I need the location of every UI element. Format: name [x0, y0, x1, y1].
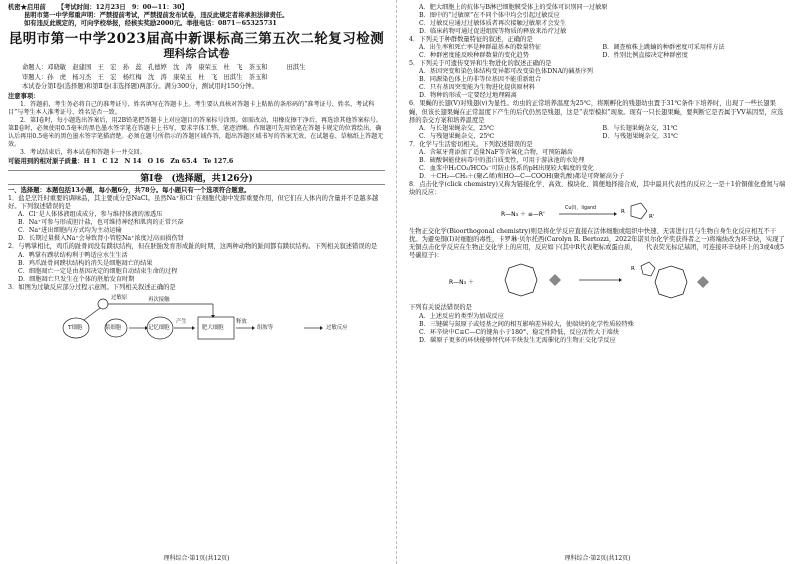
q3-option-d: D．临床药物可通过促进组胺等物质的释放来治疗过敏 [419, 28, 567, 35]
svg-text:R: R [631, 266, 635, 273]
q3-option-b: B．图中的“过敏原”在不同个体中均会引起过敏反应 [419, 12, 560, 19]
q4-stem: 4．下列关于种群数量特征的叙述，正确的是 [409, 36, 533, 43]
exam-title: 昆明市第一中学2023届高中新课标高三第五次二轮复习检测 [8, 31, 385, 47]
section-1-title: 第Ⅰ卷 (选择题，共126分) [8, 170, 385, 185]
allergy-diagram [8, 295, 385, 345]
q8-option-b: B．三键碳与氮原子或烃基之间的相互影响差异较大，使端炔的化学性质较特殊 [419, 320, 634, 328]
footer-right: 理科综合·第2页(共12页) [564, 555, 631, 562]
bioorthogonal-reaction-svg [409, 260, 786, 304]
notice-1: 1．答题前，考生务必将自己的准考证号、姓名填写在答题卡上。考生要认真核对答题卡上粘贴的条形码的“准考证号、姓名、考试科目”与考生本人准考证号、姓名是否一致。 [8, 101, 375, 117]
click-reaction-scheme [409, 198, 786, 228]
svg-text:R: R [621, 208, 625, 215]
q8-question: 下列有关说法错误的是 [409, 304, 472, 312]
notice-3: 3．考试结束后，将本试卷和答题卡一并交回。 [20, 148, 146, 156]
page-divider [396, 0, 397, 564]
q2-option-b: B．鸡爪趾骨间蹼状结构的消失是细胞凋亡的结果 [18, 259, 153, 267]
allergen-label: 过敏原 [111, 294, 128, 301]
svg-text:R—N₃ ＋: R—N₃ ＋ [449, 279, 474, 287]
q7-option-a: A．含氟牙膏添加了适量NaF等含氟化合物，可预防龋齿 [419, 149, 573, 157]
q6-option-a: A．与长翅果蝇杂交，25℃ [419, 125, 494, 133]
svg-text:R': R' [649, 213, 655, 220]
notice-2: 2．第Ⅰ卷时，每小题选出答案后，用2B铅笔把答题卡上对应题目的答案标号涂黑。如需改动，用橡皮擦干净后，再选涂其他答案标号。第Ⅱ卷时，必须使用0.5毫米的黑色墨水签字笔在答题卡上书写，要求字体工整、笔迹清晰。作图题可先用铅笔在答题卡规定的位置绘出，确认后再用0.5毫米的黑色墨水签字笔描清楚。必须在题号所指示的答题区域作答，超出答题区域书写的答案无效，在试题卷、草稿纸上答题无效。 [8, 117, 384, 148]
q3-option-c: C．过敏反应通过过敏体质者再次接触过敏原才会发生 [419, 20, 567, 27]
q4-option-c: C．种群密度能反映种群数量的变化趋势 [419, 52, 529, 60]
q8-option-a: A．上述反应的类型为加成反应 [419, 312, 504, 320]
q8-stem: 8．点击化学(click chemistry)又称为链接化学、高效、模块化、简便地择接合成，其中最具代表性的反应之一是＋1价铜催化叠氮与端炔的反应： [409, 181, 786, 197]
memory-cell-label: 记忆细胞 [148, 324, 170, 331]
histamine-label: 组胺等 [257, 324, 274, 331]
q6-options-row-1 [409, 125, 786, 133]
q3-stem: 3．如图为过敏反应部分过程示意图。下列相关叙述正确的是 [8, 283, 176, 291]
catalyst-label: Cu(I)，ligand [565, 205, 597, 211]
q5-option-d: D．物种的形成一定要经过地理隔离 [419, 92, 517, 100]
q1-option-c: C．Na⁺进出细胞内方式均为主动运输 [18, 227, 122, 235]
q7-option-d: D．＋CH₂—CH₂＋(聚乙烯)和HO—C—COOH(聚乳酸)都是可降解高分子 [419, 173, 625, 181]
q7-option-c: C．血浆中H₂CO₃/HCO₃⁻可防止体系的pH出现较大幅度的变化 [419, 165, 594, 173]
q2-stem: 2．与鸭掌相比，鸡爪的趾骨间没有蹼状结构，但在胚胎发育形成趾的时期，这两种动物的趾间都有蹼状结构。下列相关叙述错误的是 [8, 243, 378, 251]
q6-stem: 6．果蝇的长翅(V)对残翅(v)为显性。幼虫的正常培养温度为25℃，将刚孵化的残翅幼虫置于31℃条件下培养时，出现了一些长翅果蝇，但该长翅果蝇在正常温度下产生的后代仍然是残翅，这是“表型模拟”现象。现有一只长翅果蝇，要判断它是否属于VV基因型，应选择的杂交方案和培养温度是 [409, 100, 784, 124]
exam-time: 【考试时间：12月23日 9：00—11：30】 [57, 4, 188, 11]
second-contact-label: 再次接触 [148, 296, 170, 303]
q4-options-row-1 [409, 44, 786, 52]
header-notice-1: 昆明市第一中学郑重声明：严禁提前考试，严禁提前发布试卷，违反此规定者将承担法律责任。 [24, 12, 289, 19]
b-cell-label: 浆细胞 [105, 324, 122, 331]
q1-option-a: A．Cl⁻是人体体液组成成分，参与维持体液的渗透压 [18, 211, 163, 219]
q8-body: 生物正交化学(Bioorthogonal chemistry)则是将化学反应直接在活体细胞或组织中快速、无害进行且与生物自身生化反应相互不干扰。为避免铜(Ⅰ)对细胞的毒性，卡罗琳·贝尔托西(Carolyn R. Bertozzi，2022年诺贝尔化学奖获得者之一)将端炔改为环辛炔，实现了无铜点击化学反应在生物正交化学上的应用，反应如下(其中R代表靶标或蛋白质， 代表荧光标记基团，可连接环辛炔环上的3或4或5号碳原子)： [409, 227, 785, 260]
intro: 本试卷分第Ⅰ卷(选择题)和第Ⅱ卷(非选择题)两部分。满分300分，测试用时150分钟。 [22, 82, 258, 90]
left-page [0, 0, 393, 564]
q5-option-a: A．基因突变和染色体结构变异都可改变染色体DNA的碱基序列 [419, 68, 593, 76]
header-notice-2: 如有违反此规定的，可向学校举报，经核实奖励2000元。举报电话：0871－65325731 [24, 20, 277, 27]
q6-option-c: C．与残翅果蝇杂交，25℃ [419, 133, 495, 141]
q5-option-c: C．只有基因突变能为生物进化提供原材料 [419, 84, 536, 92]
q1-option-b: B．Na⁺可参与形成胆汁盐，也可维持神经和肌肉的正常兴奋 [18, 219, 184, 227]
q2-option-c: C．细胞凋亡一定是由基因决定的细胞自动结束生命的过程 [18, 267, 178, 275]
q5-option-b: B．同源染色体上的非等位基因不能重新组合 [419, 76, 542, 84]
q1-option-d: D．长期过量摄入Na⁺会导致肾小管腔Na⁺浓度过高而损伤肾 [18, 235, 184, 243]
section-1-instructions: 一、选择题：本题包括13小题，每小题6分，共78分。每小题只有一个选项符合题意。 [8, 186, 251, 194]
q4-option-b: B．调查植株上跳蝻的种群密度可采用样方法 [602, 44, 725, 52]
fluorescent-tag-icon [549, 274, 561, 286]
q6-option-d: D．与残翅果蝇杂交，31℃ [602, 133, 678, 141]
q4-options-row-2 [409, 52, 786, 60]
exam-subtitle: 理科综合试卷 [163, 47, 230, 60]
click-reaction-svg [409, 198, 786, 228]
produce-label: 产生 [176, 318, 187, 325]
right-page [401, 0, 794, 564]
mast-cell-label: 肥大细胞 [202, 324, 224, 331]
atomic-masses: 可能用到的相对原子质量：H 1 C 12 N 14 O 16 Zn 65.4 Te 127.6 [8, 157, 234, 165]
footer-left: 理科综合·第1页(共12页) [163, 555, 230, 562]
proposers: 命题人：邓晓敏 赵建国 王 宏 孙 蕊 孔德婷 沈 涛 康荣玉 杜 飞 茶玉和 田淇生 [22, 64, 306, 71]
symptom-label: 过敏反应 [326, 324, 348, 331]
header-row [8, 4, 385, 12]
q4-option-d: D．性别比例直接决定种群密度 [602, 52, 688, 60]
q2-option-a: A．鸭掌有蹼状结构利于鸭适应水生生活 [18, 251, 128, 259]
q6-option-b: B．与长翅果蝇杂交，31℃ [602, 125, 678, 133]
notice-title: 注意事项： [8, 93, 40, 101]
bioorthogonal-reaction-scheme [409, 260, 786, 304]
reviewers: 审题人：孙 虎 杨习杰 王 宏 杨红梅 沈 涛 康荣玉 杜 飞 田淇生 茶玉和 [22, 74, 268, 82]
release-label: 释放 [236, 318, 247, 325]
q6-options-row-2 [409, 133, 786, 141]
q2-option-d: D．细胞凋亡只发生在个体的胚胎发育时期 [18, 275, 135, 283]
allergy-diagram-lines [8, 295, 385, 345]
q8-option-c: C．环辛炔中C≡C—C的键角小于180°，稳定性降低，反应活性大于端炔 [419, 328, 619, 336]
secret-label: 机密★启用前 [8, 4, 46, 11]
q5-stem: 5．下列关于可遗传变异和生物进化的叙述正确的是 [409, 60, 552, 68]
q4-option-a: A．出生率和死亡率是种群最基本的数量特征 [419, 44, 542, 52]
t-cell-label: T细胞 [68, 324, 83, 331]
svg-text:R—N₃ ＋ ≡—R': R—N₃ ＋ ≡—R' [501, 210, 545, 218]
q8-option-d: D．碳原子更多的环炔能够替代环辛炔发生无需催化的生物正交化学反应 [419, 336, 616, 344]
q3-option-a: A．肥大细胞上的抗体与B淋巴细胞膜受体上的受体可识别同一过敏原 [419, 4, 608, 11]
q7-stem: 7．化学与生活密切相关。下列叙述错误的是 [409, 141, 533, 149]
q7-option-b: B．硫酸铜能使病毒中的蛋白质变性，可用于游泳池的水处理 [419, 157, 585, 165]
q1-stem: 1．盐是烹饪时重要的调味品，其主要成分是NaCl。虽然Na⁺和Cl⁻在细胞代谢中发挥重要作用，但它们在人体内的含量并不是越多越好。下列叙述错误的是 [8, 194, 379, 211]
